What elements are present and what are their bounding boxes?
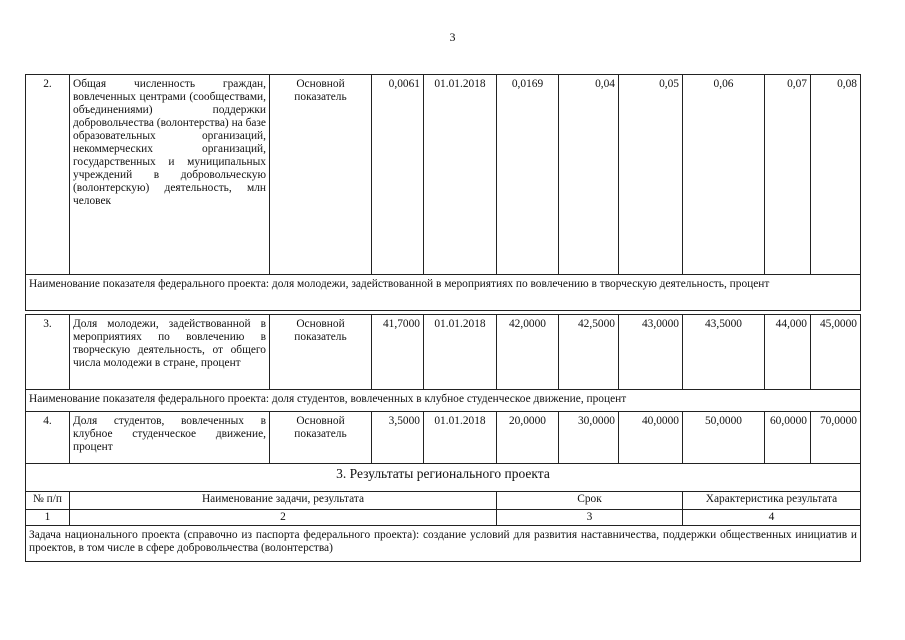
value-2023: 60,0000 bbox=[765, 412, 811, 464]
results-number-row bbox=[26, 510, 861, 526]
section-title: 3. Результаты регионального проекта bbox=[26, 464, 861, 492]
table-row bbox=[26, 315, 861, 390]
header-num: № п/п bbox=[26, 492, 70, 510]
value-2021: 43,0000 bbox=[619, 315, 683, 390]
indicator-name: Доля молодежи, задействованной в мероприятиях по вовлечению в творческую деятельность, от общего числа молодежи в стране, процент bbox=[70, 315, 270, 390]
value-2022: 43,5000 bbox=[683, 315, 765, 390]
value-2019: 0,0169 bbox=[497, 75, 559, 275]
base-value: 0,0061 bbox=[372, 75, 424, 275]
indicator-caption: Наименование показателя федерального проекта: доля молодежи, задействованной в мероприятиях по вовлечению в творческую деятельность, процент bbox=[26, 275, 861, 311]
table-row bbox=[26, 390, 861, 412]
results-header-row bbox=[26, 492, 861, 510]
value-2024: 70,0000 bbox=[811, 412, 861, 464]
value-2021: 0,05 bbox=[619, 75, 683, 275]
column-number-2: 2 bbox=[70, 510, 497, 526]
column-number-4: 4 bbox=[683, 510, 861, 526]
base-date: 01.01.2018 bbox=[424, 75, 497, 275]
value-2024: 0,08 bbox=[811, 75, 861, 275]
indicator-caption: Наименование показателя федерального проекта: доля студентов, вовлеченных в клубное студенческое движение, процент bbox=[26, 390, 861, 412]
value-2020: 30,0000 bbox=[559, 412, 619, 464]
value-2022: 50,0000 bbox=[683, 412, 765, 464]
indicators-table bbox=[25, 74, 861, 562]
base-date: 01.01.2018 bbox=[424, 315, 497, 390]
row-number: 3. bbox=[26, 315, 70, 390]
header-characteristic: Характеристика результата bbox=[683, 492, 861, 510]
value-2023: 0,07 bbox=[765, 75, 811, 275]
base-date: 01.01.2018 bbox=[424, 412, 497, 464]
indicator-name: Общая численность граждан, вовлеченных центрами (сообществами, объединениями) поддержки добровольчества (волонтерства) на базе образовательных организаций, некоммерческих организаций, государственных и муниципальных учреждений в добровольческую (волонтерскую) деятельность, млн человек bbox=[70, 75, 270, 275]
value-2024: 45,0000 bbox=[811, 315, 861, 390]
indicator-type: Основной показатель bbox=[270, 412, 372, 464]
value-2020: 42,5000 bbox=[559, 315, 619, 390]
value-2023: 44,000 bbox=[765, 315, 811, 390]
value-2019: 42,0000 bbox=[497, 315, 559, 390]
value-2022: 0,06 bbox=[683, 75, 765, 275]
row-number: 2. bbox=[26, 75, 70, 275]
value-2019: 20,0000 bbox=[497, 412, 559, 464]
column-number-3: 3 bbox=[497, 510, 683, 526]
header-task-name: Наименование задачи, результата bbox=[70, 492, 497, 510]
national-project-task: Задача национального проекта (справочно из паспорта федерального проекта): создание условий для развития наставничества, поддержки общественных инициатив и проектов, в том числе в сфере добровольчества (волонтерства) bbox=[26, 526, 861, 562]
indicator-name: Доля студентов, вовлеченных в клубное студенческое движение, процент bbox=[70, 412, 270, 464]
header-term: Срок bbox=[497, 492, 683, 510]
base-value: 3,5000 bbox=[372, 412, 424, 464]
value-2021: 40,0000 bbox=[619, 412, 683, 464]
indicator-type: Основной показатель bbox=[270, 75, 372, 275]
column-number-1: 1 bbox=[26, 510, 70, 526]
base-value: 41,7000 bbox=[372, 315, 424, 390]
table-row bbox=[26, 412, 861, 464]
value-2020: 0,04 bbox=[559, 75, 619, 275]
indicator-type: Основной показатель bbox=[270, 315, 372, 390]
table-row bbox=[26, 75, 861, 275]
page-number: 3 bbox=[449, 30, 456, 44]
row-number: 4. bbox=[26, 412, 70, 464]
table-row bbox=[26, 275, 861, 311]
